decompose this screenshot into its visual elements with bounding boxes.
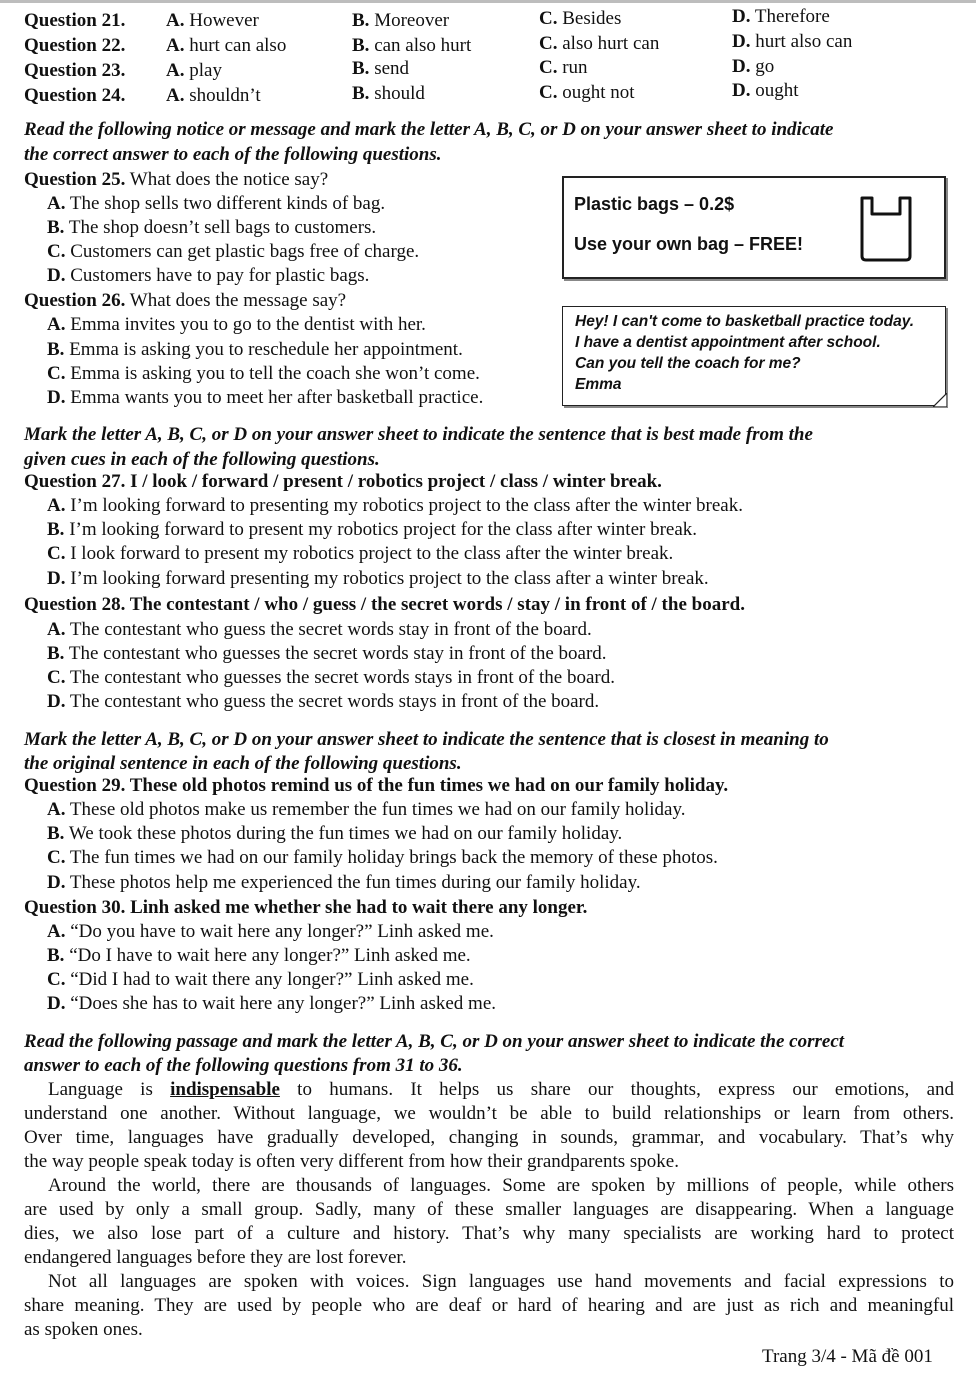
section1-instruction-line2: the correct answer to each of the following questions. bbox=[24, 144, 442, 165]
q25-option-d[interactable]: D. Customers have to pay for plastic bags. bbox=[47, 265, 370, 286]
q29-option-a[interactable]: A. These old photos make us remember the fun times we had on our family holiday. bbox=[47, 799, 686, 820]
q23-option-c[interactable]: C. run bbox=[539, 57, 588, 78]
passage-p1-line3: Over time, languages have gradually developed, changing in sounds, grammar, and vocabulary. That’s why bbox=[24, 1127, 954, 1148]
section3-instruction-line2: the original sentence in each of the following questions. bbox=[24, 753, 462, 774]
message-note bbox=[562, 306, 946, 406]
q28-question: Question 28. The contestant / who / guess / the secret words / stay / in front of / the board. bbox=[24, 594, 745, 615]
q21-label: Question 21. bbox=[24, 10, 126, 31]
q27-option-d[interactable]: D. I’m looking forward presenting my robotics project to the class after a winter break. bbox=[47, 568, 709, 589]
passage-p3-line2: share meaning. They are used by people who are deaf or hard of hearing and are just as rich and meaningful bbox=[24, 1295, 954, 1316]
q28-option-b[interactable]: B. The contestant who guesses the secret words stay in front of the board. bbox=[47, 643, 607, 664]
notice-line2: Use your own bag – FREE! bbox=[574, 234, 804, 254]
q24-option-b[interactable]: B. should bbox=[352, 83, 425, 104]
q26-option-c[interactable]: C. Emma is asking you to tell the coach she won’t come. bbox=[47, 363, 480, 384]
shopping-bag-icon bbox=[856, 190, 916, 264]
q23-option-b[interactable]: B. send bbox=[352, 58, 410, 79]
q30-option-c[interactable]: C. “Did I had to wait there any longer?” Linh asked me. bbox=[47, 969, 474, 990]
q24-option-a[interactable]: A. shouldn’t bbox=[166, 85, 261, 106]
q29-option-d[interactable]: D. These photos help me experienced the fun times during our family holiday. bbox=[47, 872, 641, 893]
message-line3: Can you tell the coach for me? bbox=[575, 355, 801, 372]
q27-option-b[interactable]: B. I’m looking forward to present my robotics project for the class after winter break. bbox=[47, 519, 698, 540]
q28-option-a[interactable]: A. The contestant who guess the secret words stay in front of the board. bbox=[47, 619, 592, 640]
passage-p2-line4: endangered languages before they are lost forever. bbox=[24, 1247, 407, 1268]
section4-instruction-line1: Read the following passage and mark the letter A, B, C, or D on your answer sheet to indicate the correct bbox=[24, 1031, 845, 1052]
q27-question: Question 27. I / look / forward / present / robotics project / class / winter break. bbox=[24, 471, 662, 492]
q22-label: Question 22. bbox=[24, 35, 126, 56]
q26-option-b[interactable]: B. Emma is asking you to reschedule her appointment. bbox=[47, 339, 463, 360]
q25-option-a[interactable]: A. The shop sells two different kinds of bag. bbox=[47, 193, 386, 214]
q26-option-d[interactable]: D. Emma wants you to meet her after basketball practice. bbox=[47, 387, 484, 408]
page-top-edge bbox=[0, 0, 976, 3]
section2-instruction-line2: given cues in each of the following questions. bbox=[24, 449, 380, 470]
passage-p2-line1: Around the world, there are thousands of languages. Some are spoken by millions of people, while others bbox=[48, 1175, 954, 1196]
section2-instruction-line1: Mark the letter A, B, C, or D on your answer sheet to indicate the sentence that is best made from the bbox=[24, 424, 813, 445]
passage-p1-line2: understand one another. Without language, we wouldn’t be able to build relationships or learn from others. bbox=[24, 1103, 954, 1124]
page-fold-icon bbox=[933, 393, 947, 407]
q26-option-a[interactable]: A. Emma invites you to go to the dentist with her. bbox=[47, 314, 426, 335]
passage-p2-line2: are used by only a small group. Sadly, many of these smaller languages are disappearing. When a language bbox=[24, 1199, 954, 1220]
q28-option-d[interactable]: D. The contestant who guess the secret words stays in front of the board. bbox=[47, 691, 600, 712]
section1-instruction-line1: Read the following notice or message and mark the letter A, B, C, or D on your answer sheet to indicate bbox=[24, 119, 834, 140]
underlined-word: indispensable bbox=[170, 1079, 280, 1100]
passage-p3-line3: as spoken ones. bbox=[24, 1319, 143, 1340]
q30-option-b[interactable]: B. “Do I have to wait here any longer?” Linh asked me. bbox=[47, 945, 471, 966]
notice-box bbox=[562, 176, 946, 279]
q22-option-b[interactable]: B. can also hurt bbox=[352, 35, 472, 56]
q25-option-c[interactable]: C. Customers can get plastic bags free of charge. bbox=[47, 241, 420, 262]
q25-option-b[interactable]: B. The shop doesn’t sell bags to customers. bbox=[47, 217, 377, 238]
q25-question: Question 25. What does the notice say? bbox=[24, 169, 329, 190]
q29-question: Question 29. These old photos remind us of the fun times we had on our family holiday. bbox=[24, 775, 729, 796]
page-footer: Trang 3/4 - Mã đề 001 bbox=[762, 1346, 933, 1367]
q21-option-c[interactable]: C. Besides bbox=[539, 8, 622, 29]
q30-option-d[interactable]: D. “Does she has to wait here any longer?” Linh asked me. bbox=[47, 993, 496, 1014]
q26-question: Question 26. What does the message say? bbox=[24, 290, 347, 311]
message-line1: Hey! I can't come to basketball practice today. bbox=[575, 313, 915, 330]
q22-option-a[interactable]: A. hurt can also bbox=[166, 35, 287, 56]
q27-option-c[interactable]: C. I look forward to present my robotics project to the class after the winter break. bbox=[47, 543, 674, 564]
q22-option-d[interactable]: D. hurt also can bbox=[732, 31, 853, 52]
q24-option-d[interactable]: D. ought bbox=[732, 80, 799, 101]
message-signature: Emma bbox=[575, 376, 622, 393]
passage-p2-line3: dies, we also lose part of a culture and history. That’s why many specialists are working hard to protect bbox=[24, 1223, 954, 1244]
notice-line1: Plastic bags – 0.2$ bbox=[574, 194, 735, 214]
q22-option-c[interactable]: C. also hurt can bbox=[539, 33, 660, 54]
q30-option-a[interactable]: A. “Do you have to wait here any longer?” Linh asked me. bbox=[47, 921, 494, 942]
message-line2: I have a dentist appointment after school. bbox=[575, 334, 881, 351]
q30-question: Question 30. Linh asked me whether she had to wait there any longer. bbox=[24, 897, 588, 918]
q29-option-b[interactable]: B. We took these photos during the fun times we had on our family holiday. bbox=[47, 823, 623, 844]
q21-option-b[interactable]: B. Moreover bbox=[352, 10, 450, 31]
q23-label: Question 23. bbox=[24, 60, 126, 81]
section3-instruction-line1: Mark the letter A, B, C, or D on your answer sheet to indicate the sentence that is closest in meaning to bbox=[24, 729, 829, 750]
q21-option-d[interactable]: D. Therefore bbox=[732, 6, 830, 27]
q27-option-a[interactable]: A. I’m looking forward to presenting my robotics project to the class after the winter break. bbox=[47, 495, 743, 516]
passage-p3-line1: Not all languages are spoken with voices. Sign languages use hand movements and facial expressions to bbox=[48, 1271, 954, 1292]
q24-option-c[interactable]: C. ought not bbox=[539, 82, 635, 103]
q21-option-a[interactable]: A. However bbox=[166, 10, 259, 31]
passage-p1-line4: the way people speak today is often very different from how their grandparents spoke. bbox=[24, 1151, 679, 1172]
q23-option-a[interactable]: A. play bbox=[166, 60, 222, 81]
q29-option-c[interactable]: C. The fun times we had on our family holiday brings back the memory of these photos. bbox=[47, 847, 718, 868]
q23-option-d[interactable]: D. go bbox=[732, 56, 775, 77]
q24-label: Question 24. bbox=[24, 85, 126, 106]
passage-p1-line1: Language is indispensable to humans. It helps us share our thoughts, express our emotions, and bbox=[48, 1079, 955, 1100]
q28-option-c[interactable]: C. The contestant who guesses the secret words stays in front of the board. bbox=[47, 667, 615, 688]
section4-instruction-line2: answer to each of the following questions from 31 to 36. bbox=[24, 1055, 463, 1076]
